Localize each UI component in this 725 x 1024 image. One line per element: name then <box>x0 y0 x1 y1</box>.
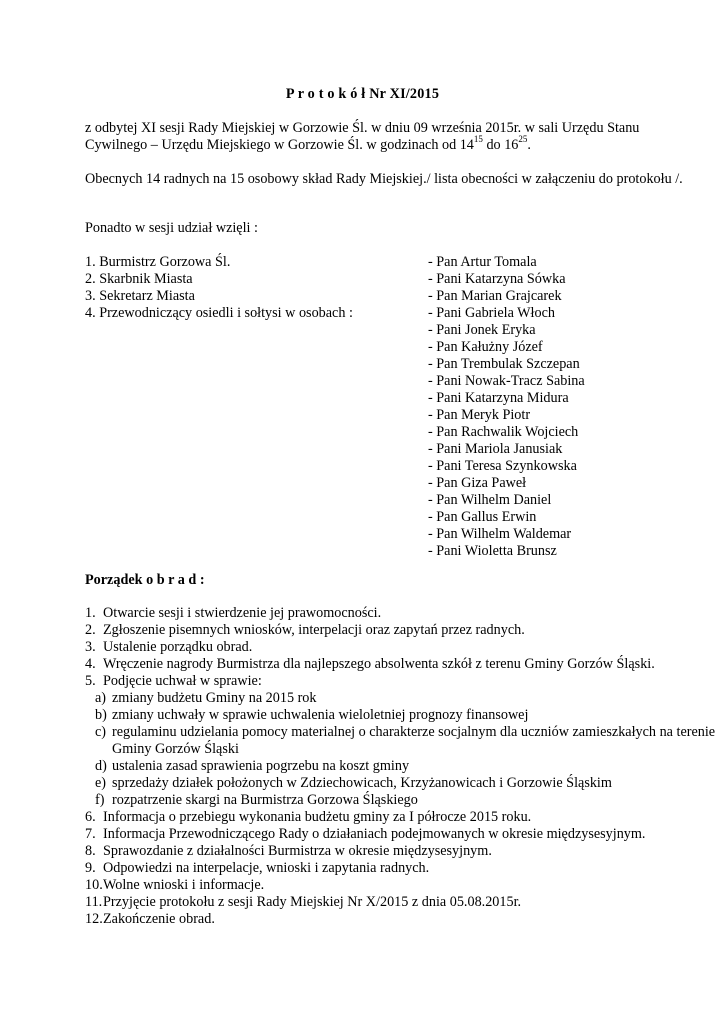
agenda-item-text: Odpowiedzi na interpelacje, wnioski i zapytania radnych. <box>103 860 430 876</box>
agenda-item <box>85 911 725 928</box>
agenda-item-number: a) <box>95 690 107 706</box>
role-item: 1. Burmistrz Gorzowa Śl. <box>85 254 231 270</box>
person-item: - Pan Kałużny Józef <box>428 339 543 355</box>
roles-list <box>85 254 425 322</box>
agenda-item <box>85 826 725 843</box>
intro-paragraph <box>85 120 685 154</box>
agenda-subitem <box>85 724 725 758</box>
agenda-item-text: Zakończenie obrad. <box>103 911 215 927</box>
person-item: - Pan Rachwalik Wojciech <box>428 424 579 440</box>
agenda-item <box>85 622 725 639</box>
agenda-item-text: sprzedaży działek położonych w Zdziechowicach, Krzyżanowicach i Gorzowie Śląskim <box>112 775 612 791</box>
agenda-item-number: 6. <box>85 809 96 825</box>
document-title: P r o t o k ó ł Nr XI/2015 <box>285 86 440 102</box>
start-time-minutes: 15 <box>473 134 483 145</box>
person-item: - Pani Gabriela Włoch <box>428 305 555 321</box>
agenda-item-number: 11. <box>85 894 103 910</box>
agenda-item <box>85 843 725 860</box>
agenda-item <box>85 656 725 673</box>
person-item: - Pani Wioletta Brunsz <box>428 543 557 559</box>
agenda-item <box>85 809 725 826</box>
role-item: 3. Sekretarz Miasta <box>85 288 195 304</box>
person-item: - Pan Marian Grajcarek <box>428 288 562 304</box>
attendance-paragraph: Obecnych 14 radnych na 15 osobowy skład Rady Miejskiej./ lista obecności w załączeniu do protokołu /. <box>85 171 683 187</box>
agenda-list <box>85 605 725 928</box>
agenda-item-text: Ustalenie porządku obrad. <box>103 639 253 655</box>
agenda-item <box>85 877 725 894</box>
agenda-item-number: 8. <box>85 843 96 859</box>
person-item: - Pan Giza Paweł <box>428 475 527 491</box>
role-item: 2. Skarbnik Miasta <box>85 271 193 287</box>
agenda-item-text: Informacja o przebiegu wykonania budżetu gminy za I półrocze 2015 roku. <box>103 809 532 825</box>
person-item: - Pan Meryk Piotr <box>428 407 531 423</box>
person-item: - Pan Wilhelm Waldemar <box>428 526 572 542</box>
person-item: - Pani Mariola Janusiak <box>428 441 563 457</box>
agenda-item-text: rozpatrzenie skargi na Burmistrza Gorzowa Śląskiego <box>112 792 418 808</box>
agenda-item-number: c) <box>95 724 107 740</box>
person-item: - Pan Trembulak Szczepan <box>428 356 580 372</box>
agenda-item-text: Otwarcie sesji i stwierdzenie jej prawomocności. <box>103 605 382 621</box>
person-item: - Pani Katarzyna Midura <box>428 390 569 406</box>
agenda-subitem <box>85 690 725 707</box>
person-item: - Pani Katarzyna Sówka <box>428 271 566 287</box>
intro-text: z odbytej XI sesji Rady Miejskiej w Gorzowie Śl. w dniu 09 września 2015r. w sali Urzędu Stanu Cywilnego – Urzędu Miejskiego w Gorzowie Śl. w godzinach od 14 <box>85 120 640 153</box>
agenda-subitem <box>85 775 725 792</box>
people-list <box>428 254 688 560</box>
agenda-item <box>85 894 725 911</box>
person-item: - Pani Teresa Szynkowska <box>428 458 577 474</box>
person-item: - Pan Artur Tomala <box>428 254 537 270</box>
agenda-item-text: ustalenia zasad sprawienia pogrzebu na koszt gminy <box>112 758 410 774</box>
agenda-heading: Porządek o b r a d : <box>85 572 205 588</box>
agenda-subitem <box>85 792 725 809</box>
agenda-item-number: 3. <box>85 639 96 655</box>
person-item: - Pan Gallus Erwin <box>428 509 537 525</box>
agenda-item-text: Zgłoszenie pisemnych wniosków, interpelacji oraz zapytań przez radnych. <box>103 622 525 638</box>
agenda-item-text: Informacja Przewodniczącego Rady o działaniach podejmowanych w okresie międzysesyjnym. <box>103 826 646 842</box>
agenda-item-text: zmiany uchwały w sprawie uchwalenia wieloletniej prognozy finansowej <box>112 707 529 723</box>
agenda-item <box>85 673 725 690</box>
agenda-item-number: 12. <box>85 911 103 927</box>
person-item: - Pani Nowak-Tracz Sabina <box>428 373 585 389</box>
agenda-item-text: Wręczenie nagrody Burmistrza dla najlepszego absolwenta szkół z terenu Gminy Gorzów Śląski. <box>103 656 655 672</box>
intro-text-end: . <box>527 137 531 153</box>
agenda-item-number: 1. <box>85 605 96 621</box>
participants-intro: Ponadto w sesji udział wzięli : <box>85 220 258 236</box>
agenda-item-text: Sprawozdanie z działalności Burmistrza w okresie międzysesyjnym. <box>103 843 492 859</box>
agenda-item-number: 10. <box>85 877 103 893</box>
agenda-item-number: 9. <box>85 860 96 876</box>
agenda-item-number: 5. <box>85 673 96 689</box>
agenda-item-text: Podjęcie uchwał w sprawie: <box>103 673 262 689</box>
agenda-item-text: regulaminu udzielania pomocy materialnej o charakterze socjalnym dla uczniów zamieszkałych na terenie Gminy Gorzów Śląski <box>112 724 716 757</box>
agenda-item-number: 2. <box>85 622 96 638</box>
agenda-item <box>85 639 725 656</box>
agenda-item <box>85 605 725 622</box>
agenda-item-number: 7. <box>85 826 96 842</box>
agenda-item-number: e) <box>95 775 107 791</box>
end-time-minutes: 25 <box>518 134 528 145</box>
agenda-item-text: Przyjęcie protokołu z sesji Rady Miejskiej Nr X/2015 z dnia 05.08.2015r. <box>103 894 522 910</box>
agenda-item-text: zmiany budżetu Gminy na 2015 rok <box>112 690 317 706</box>
agenda-item-text: Wolne wnioski i informacje. <box>103 877 265 893</box>
agenda-item <box>85 860 725 877</box>
agenda-item-number: b) <box>95 707 107 723</box>
agenda-subitem <box>85 707 725 724</box>
agenda-subitem <box>85 758 725 775</box>
intro-text-between: do 16 <box>482 137 519 153</box>
person-item: - Pan Wilhelm Daniel <box>428 492 552 508</box>
agenda-item-number: d) <box>95 758 107 774</box>
role-item: 4. Przewodniczący osiedli i sołtysi w osobach : <box>85 305 353 321</box>
agenda-item-number: f) <box>95 792 105 808</box>
agenda-item-number: 4. <box>85 656 96 672</box>
person-item: - Pani Jonek Eryka <box>428 322 536 338</box>
